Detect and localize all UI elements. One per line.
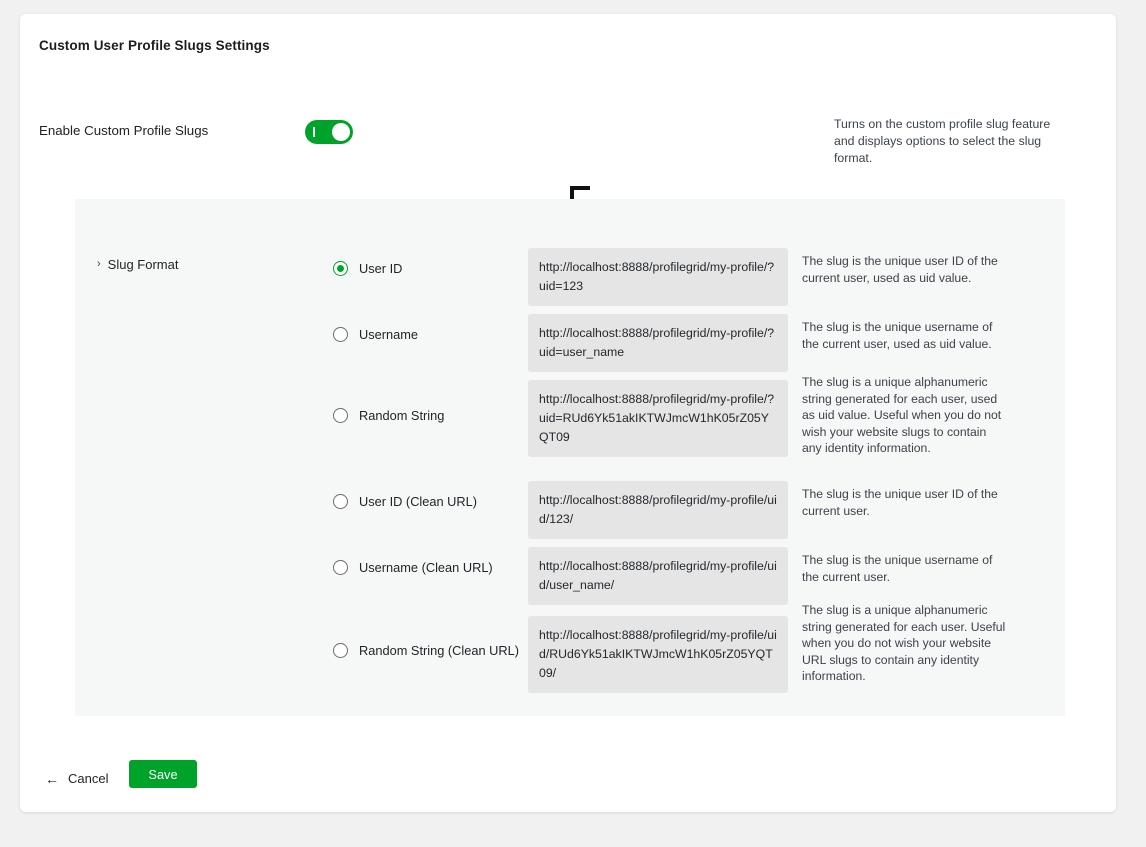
slug-format-radio-username-clean-url[interactable]	[333, 560, 493, 575]
slug-format-option-row	[75, 239, 1065, 305]
slug-format-label: Slug Format	[107, 257, 179, 272]
radio-icon[interactable]	[333, 494, 348, 509]
slug-format-option-description: The slug is a unique alphanumeric string generated for each user, used as uid value. Useful when you do not wish your website slugs to contain any identity information.	[802, 375, 1002, 455]
slug-format-radio-random-string[interactable]	[333, 408, 444, 423]
enable-custom-profile-slugs-toggle[interactable]	[305, 120, 353, 144]
slug-format-radio-random-string-clean-url[interactable]	[333, 643, 519, 658]
radio-icon[interactable]	[333, 643, 348, 658]
slug-format-option-label: User ID (Clean URL)	[359, 494, 478, 509]
radio-icon[interactable]	[333, 327, 348, 342]
settings-card	[20, 14, 1116, 812]
slug-format-option-description: The slug is the unique username of the current user, used as uid value.	[802, 320, 993, 351]
slug-format-url-preview: http://localhost:8888/profilegrid/my-profile/?uid=RUd6Yk51akIKTWJmcW1hK05rZ05YQT09	[528, 380, 788, 457]
slug-format-option-description: The slug is a unique alphanumeric string generated for each user. Useful when you do not wish your website URL slugs to contain any identity information.	[802, 603, 1006, 683]
slug-format-option-label: Username (Clean URL)	[359, 560, 493, 575]
slug-format-radio-username[interactable]	[333, 327, 418, 342]
radio-icon[interactable]	[333, 261, 348, 276]
slug-format-option-description: The slug is the unique username of the current user.	[802, 553, 993, 584]
slug-format-url-preview: http://localhost:8888/profilegrid/my-profile/uid/user_name/	[528, 547, 788, 605]
cancel-button[interactable]	[45, 771, 108, 786]
form-actions	[20, 759, 1116, 819]
slug-format-option-row	[75, 467, 1065, 533]
slug-format-url-preview: http://localhost:8888/profilegrid/my-profile/?uid=user_name	[528, 314, 788, 372]
slug-format-option-description: The slug is the unique user ID of the current user, used as uid value.	[802, 254, 998, 285]
slug-format-radio-user-id-clean-url[interactable]	[333, 494, 477, 509]
slug-format-option-row	[75, 599, 1065, 695]
slug-format-panel	[75, 199, 1065, 716]
cancel-button-label: Cancel	[68, 771, 109, 786]
slug-format-option-label: Random String (Clean URL)	[359, 643, 520, 658]
radio-icon[interactable]	[333, 560, 348, 575]
slug-format-option-label: Random String	[359, 408, 445, 423]
slug-format-option-row	[75, 371, 1065, 467]
slug-format-url-preview: http://localhost:8888/profilegrid/my-profile/uid/RUd6Yk51akIKTWJmcW1hK05rZ05YQT09/	[528, 616, 788, 693]
slug-format-url-preview: http://localhost:8888/profilegrid/my-profile/uid/123/	[528, 481, 788, 539]
page-title: Custom User Profile Slugs Settings	[39, 38, 270, 53]
enable-custom-profile-slugs-label: Enable Custom Profile Slugs	[39, 123, 209, 138]
slug-format-option-row	[75, 305, 1065, 371]
slug-format-radio-user-id[interactable]	[333, 261, 402, 276]
save-button[interactable]: Save	[129, 760, 197, 788]
enable-custom-profile-slugs-help: Turns on the custom profile slug feature and displays options to select the slug format.	[834, 117, 1051, 165]
slug-format-url-preview: http://localhost:8888/profilegrid/my-profile/?uid=123	[528, 248, 788, 306]
chevron-right-icon: ›	[97, 258, 101, 270]
enable-custom-profile-slugs-row	[20, 104, 1116, 164]
slug-format-option-description: The slug is the unique user ID of the current user.	[802, 487, 998, 518]
slug-format-option-label: User ID	[359, 261, 403, 276]
toggle-knob	[332, 123, 350, 141]
toggle-on-indicator-icon	[313, 127, 315, 137]
radio-icon[interactable]	[333, 408, 348, 423]
arrow-left-icon: ←	[45, 770, 59, 787]
slug-format-option-row	[75, 533, 1065, 599]
slug-format-option-label: Username	[359, 327, 419, 342]
